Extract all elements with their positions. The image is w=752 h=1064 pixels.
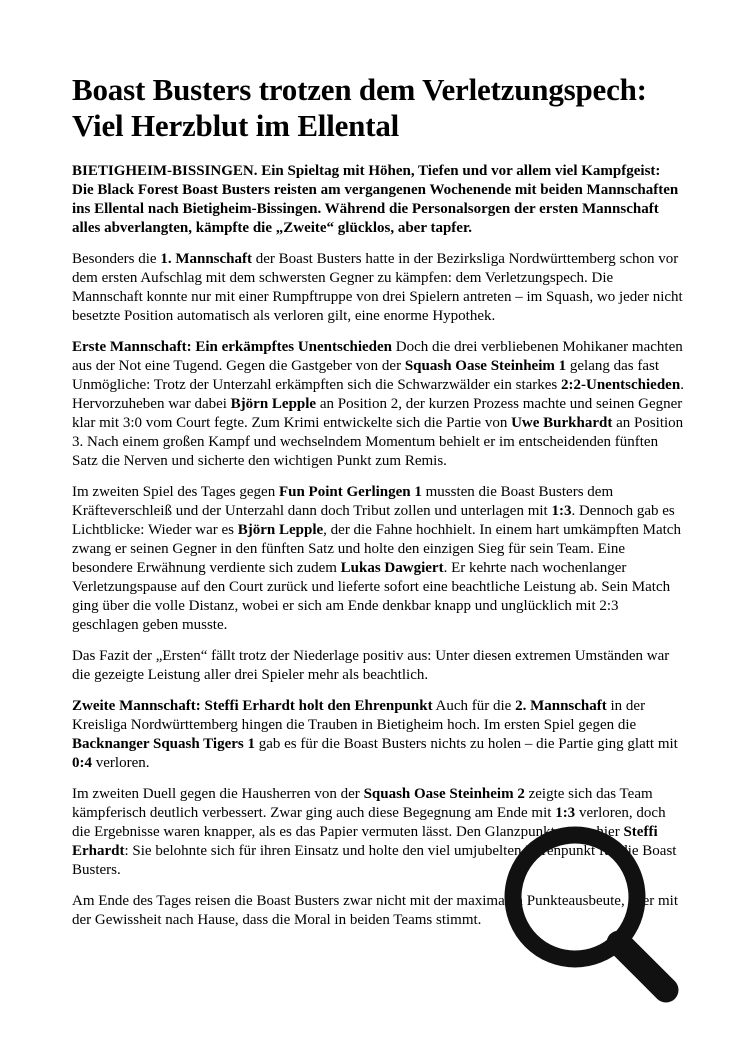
paragraph-1: Besonders die 1. Mannschaft der Boast Busters hatte in der Bezirksliga Nordwürttemberg schon vor dem ersten Aufschlag mit dem schwersten Gegner zu kämpfen: dem Verletzungspech. Die Mannschaft konnte nur mit einer Rumpftruppe von drei Spielern antreten – im Squash, wo jeder nicht besetzte Position automatisch als verloren gilt, eine enorme Hypothek.: [72, 251, 683, 324]
section-heading-second-team: Zweite Mannschaft: Steffi Erhardt holt den Ehrenpunkt: [72, 698, 433, 714]
paragraph-7: Am Ende des Tages reisen die Boast Busters zwar nicht mit der maximalen Punkteausbeute, aber mit der Gewissheit nach Hause, dass die Moral in beiden Teams stimmt.: [72, 893, 679, 928]
article: [72, 72, 684, 930]
paragraph-6: Im zweiten Duell gegen die Hausherren von der Squash Oase Steinheim 2 zeigte sich das Team kämpferisch deutlich verbessert. Zwar ging auch diese Begegnung am Ende mit 1:3 verloren, doch die Ergebnisse waren knapper, als es das Papier vermuten lässt. Den Glanzpunkt setzte hier Steffi Erhardt: Sie belohnte sich für ihren Einsatz und holte den viel umjubelten Ehrenpunkt für die Boast Busters.: [72, 786, 677, 878]
page-title: [72, 72, 684, 144]
paragraph-second-team: Zweite Mannschaft: Steffi Erhardt holt den Ehrenpunkt Auch für die 2. Mannschaft in der Kreisliga Nordwürttemberg hingen die Trauben in Bietigheim hoch. Im ersten Spiel gegen die Backnanger Squash Tigers 1 gab es für die Boast Busters nichts zu holen – die Partie ging glatt mit 0:4 verloren.: [72, 698, 678, 771]
section-heading-first-team: Erste Mannschaft: Ein erkämpftes Unentschieden: [72, 339, 392, 355]
paragraph-first-team: Erste Mannschaft: Ein erkämpftes Unentschieden Doch die drei verbliebenen Mohikaner machten aus der Not eine Tugend. Gegen die Gastgeber von der Squash Oase Steinheim 1 gelang das fast Unmögliche: Trotz der Unterzahl erkämpften sich die Schwarzwälder ein starkes 2:2-Unentschieden. Hervorzuheben war dabei Björn Lepple an Position 2, der kurzen Prozess machte und seinen Gegner klar mit 3:0 vom Court fegte. Zum Krimi entwickelte sich die Partie von Uwe Burkhardt an Position 3. Nach einem großen Kampf und wechselndem Momentum behielt er im entscheidenden fünften Satz die Nerven und sicherte den wichtigen Punkt zum Remis.: [72, 339, 684, 469]
magnifier-icon[interactable]: [500, 822, 690, 1022]
lead-paragraph: BIETIGHEIM-BISSINGEN. Ein Spieltag mit Höhen, Tiefen und vor allem viel Kampfgeist: Die Black Forest Boast Busters reisten am vergangenen Wochenende mit beiden Mannschaften ins Ellental nach Bietigheim-Bissingen. Während die Personalsorgen der ersten Mannschaft alles abverlangten, kämpfte die „Zweite“ glücklos, aber tapfer.: [72, 163, 679, 236]
paragraph-4: Das Fazit der „Ersten“ fällt trotz der Niederlage positiv aus: Unter diesen extremen Umständen war die gezeigte Leistung aller drei Spieler mehr als beachtlich.: [72, 648, 670, 683]
paragraph-3: Im zweiten Spiel des Tages gegen Fun Point Gerlingen 1 mussten die Boast Busters dem Kräfteverschleiß und der Unterzahl dann doch Tribut zollen und unterlagen mit 1:3. Dennoch gab es Lichtblicke: Wieder war es Björn Lepple, der die Fahne hochhielt. In einem hart umkämpften Match zwang er seinen Gegner in den fünften Satz und holte den einzigen Sieg für sein Team. Eine besondere Erwähnung verdiente sich zudem Lukas Dawgiert. Er kehrte nach wochenlanger Verletzungspause auf den Court zurück und lieferte sofort eine beachtliche Leistung ab. Sein Match ging über die volle Distanz, wobei er sich am Ende denkbar knapp und unglücklich mit 2:3 geschlagen geben musste.: [72, 484, 681, 633]
title-line-1: Boast Busters trotzen dem Verletzungspech:: [72, 72, 647, 107]
title-line-2: Viel Herzblut im Ellental: [72, 108, 400, 143]
